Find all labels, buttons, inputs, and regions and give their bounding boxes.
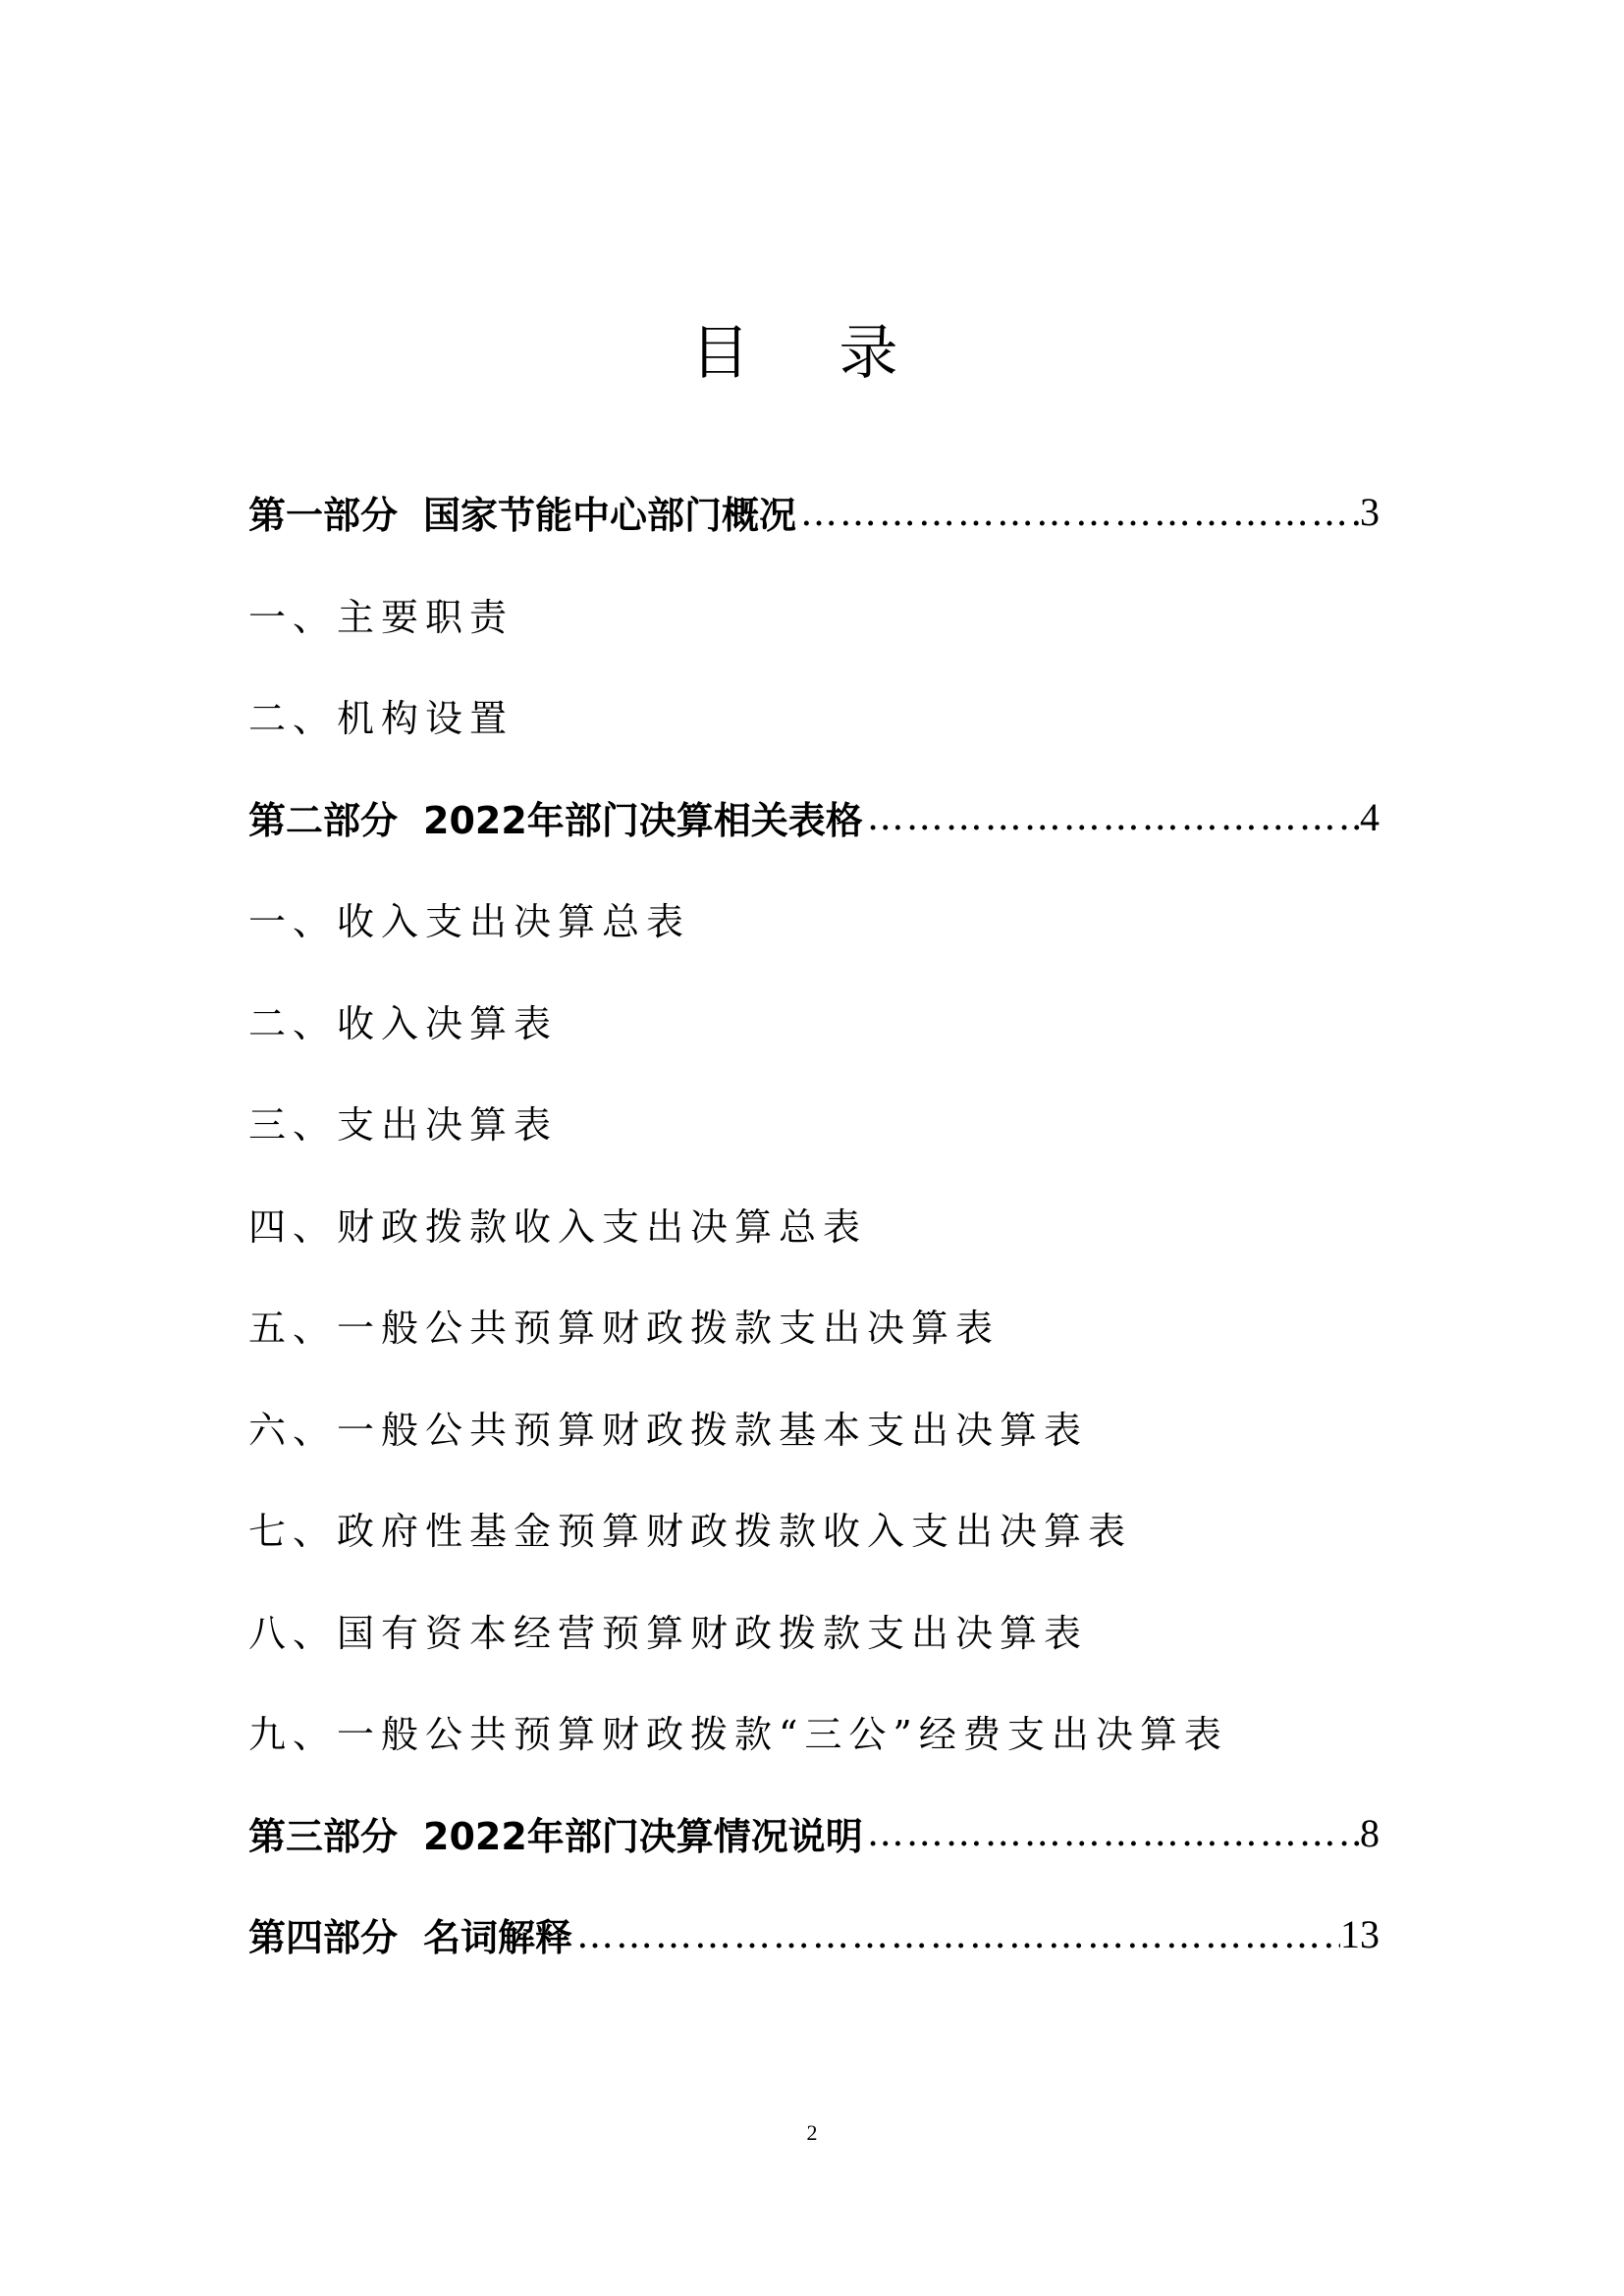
toc-item-label: 二、机构设置 — [248, 697, 514, 741]
toc-part-3[interactable] — [248, 1783, 1380, 1885]
toc-item-label: 一、收入支出决算总表 — [248, 900, 691, 944]
part-title: 2022年部门决算情况说明 — [423, 1814, 863, 1858]
toc-item[interactable] — [248, 665, 1380, 767]
dot-leader — [572, 1913, 1340, 1956]
toc-item-label: 八、国有资本经营预算财政拨款支出决算表 — [248, 1611, 1089, 1655]
toc-part-1[interactable] — [248, 461, 1380, 563]
toc-item[interactable] — [248, 1173, 1380, 1275]
toc-item[interactable] — [248, 1477, 1380, 1579]
dot-leader — [863, 1811, 1360, 1854]
toc-item[interactable] — [248, 1071, 1380, 1173]
toc-item[interactable] — [248, 868, 1380, 970]
table-of-contents — [248, 461, 1380, 1986]
part-number: 第四部分 — [248, 1916, 399, 1960]
page-number: 4 — [1360, 794, 1380, 839]
toc-item-label: 二、收入决算表 — [248, 1001, 559, 1045]
toc-item-label: 七、政府性基金预算财政拨款收入支出决算表 — [248, 1510, 1133, 1554]
toc-item-label: 三、支出决算表 — [248, 1103, 559, 1148]
part-number: 第三部分 — [248, 1814, 399, 1858]
page-number: 13 — [1340, 1912, 1380, 1957]
page-title: 目 录 — [690, 319, 934, 389]
part-title: 名词解释 — [423, 1916, 573, 1960]
page-number: 3 — [1360, 490, 1380, 535]
toc-item[interactable] — [248, 1274, 1380, 1376]
toc-part-4[interactable] — [248, 1884, 1380, 1986]
part-title: 2022年部门决算相关表格 — [423, 798, 863, 842]
toc-item-label: 一、主要职责 — [248, 595, 514, 639]
toc-item[interactable] — [248, 1579, 1380, 1682]
dot-leader — [863, 795, 1360, 838]
toc-item-label: 四、财政拨款收入支出决算总表 — [248, 1204, 868, 1249]
toc-part-2[interactable] — [248, 767, 1380, 869]
toc-item-label: 九、一般公共预算财政拨款“三公”经费支出决算表 — [248, 1713, 1228, 1757]
part-title: 国家节能中心部门概况 — [423, 494, 797, 538]
toc-item-label: 五、一般公共预算财政拨款支出决算表 — [248, 1307, 1001, 1351]
toc-item[interactable] — [248, 970, 1380, 1072]
page-number: 8 — [1360, 1810, 1380, 1855]
toc-item[interactable] — [248, 1376, 1380, 1478]
footer-page-number: 2 — [806, 2120, 818, 2145]
toc-item[interactable] — [248, 1681, 1380, 1783]
part-number: 第二部分 — [248, 798, 399, 842]
toc-item-label: 六、一般公共预算财政拨款基本支出决算表 — [248, 1408, 1089, 1452]
dot-leader — [796, 491, 1360, 534]
toc-item[interactable] — [248, 563, 1380, 666]
part-number: 第一部分 — [248, 494, 399, 538]
